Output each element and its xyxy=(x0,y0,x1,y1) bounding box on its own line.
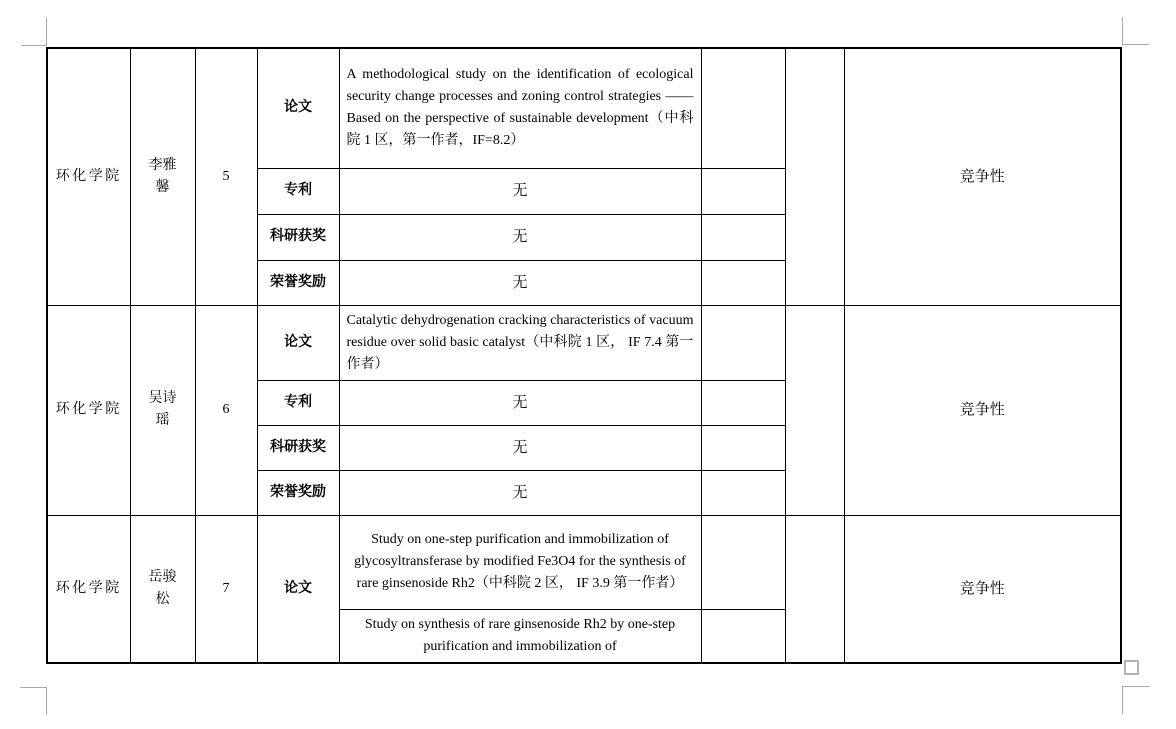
page-margin-mark-bottom-left xyxy=(20,687,47,715)
honor-content-cell[interactable]: 无 xyxy=(339,260,701,305)
empty-cell[interactable] xyxy=(785,48,844,305)
paper-content-cell[interactable]: Study on one-step purification and immobilization of glycosyltransferase by modified Fe3O4 for the synthesis of rare ginsenoside Rh2（中科院 2 区， IF 3.9 第一作者） xyxy=(339,515,701,609)
college-cell[interactable] xyxy=(47,305,130,515)
page-margin-mark-top-left xyxy=(21,18,47,46)
paper-content-cell[interactable]: A methodological study on the identification of ecological security change processes and zoning control strategies —— Based on the perspective of sustainable development（中科院 1 区，第一作者，IF=8.2） xyxy=(339,48,701,168)
category-cell-patent[interactable]: 专利 xyxy=(257,380,339,425)
category-cell-patent[interactable]: 专利 xyxy=(257,168,339,214)
index-text: 6 xyxy=(222,402,230,417)
empty-cell[interactable] xyxy=(701,214,785,260)
document-table xyxy=(46,47,1122,664)
nature-cell[interactable]: 竞争性 xyxy=(844,48,1121,305)
college-text: 环化学院 xyxy=(55,402,122,417)
category-cell-research-award[interactable]: 科研获奖 xyxy=(257,425,339,470)
page-margin-mark-top-right xyxy=(1122,17,1149,45)
college-cell[interactable] xyxy=(47,515,130,663)
empty-cell[interactable] xyxy=(785,305,844,515)
name-text: 吴诗瑶 xyxy=(148,391,177,428)
category-cell-honor[interactable]: 荣誉奖励 xyxy=(257,260,339,305)
empty-cell[interactable] xyxy=(701,260,785,305)
index-text: 7 xyxy=(222,580,230,596)
nature-cell[interactable]: 竞争性 xyxy=(844,305,1121,515)
index-cell[interactable] xyxy=(195,305,257,515)
empty-cell[interactable] xyxy=(701,305,785,380)
name-text: 岳骏松 xyxy=(148,569,177,607)
paper-content-cell[interactable]: Catalytic dehydrogenation cracking characteristics of vacuum residue over solid basic catalyst（中科院 1 区， IF 7.4 第一作者） xyxy=(339,305,701,380)
patent-content-cell[interactable]: 无 xyxy=(339,380,701,425)
empty-cell[interactable] xyxy=(701,425,785,470)
empty-cell[interactable] xyxy=(701,168,785,214)
category-cell-research-award[interactable]: 科研获奖 xyxy=(257,214,339,260)
empty-cell[interactable] xyxy=(701,380,785,425)
patent-content-cell[interactable]: 无 xyxy=(339,168,701,214)
research-award-content-cell[interactable]: 无 xyxy=(339,214,701,260)
category-cell-honor[interactable]: 荣誉奖励 xyxy=(257,470,339,515)
index-text: 5 xyxy=(222,168,230,184)
empty-cell[interactable] xyxy=(701,470,785,515)
table-resize-handle[interactable] xyxy=(1124,660,1139,675)
category-cell-paper[interactable]: 论文 xyxy=(257,515,339,663)
empty-cell[interactable] xyxy=(701,515,785,609)
index-cell[interactable] xyxy=(195,515,257,663)
page-margin-mark-bottom-right xyxy=(1122,686,1150,714)
category-cell-paper[interactable]: 论文 xyxy=(257,305,339,380)
honor-content-cell[interactable]: 无 xyxy=(339,470,701,515)
empty-cell[interactable] xyxy=(701,48,785,168)
paper-content-cell[interactable]: Study on synthesis of rare ginsenoside Rh2 by one-step purification and immobilization of xyxy=(339,609,701,663)
nature-cell[interactable]: 竞争性 xyxy=(844,515,1121,663)
name-cell[interactable] xyxy=(130,48,195,305)
name-text: 李雅馨 xyxy=(148,157,177,195)
name-cell[interactable] xyxy=(130,305,195,515)
category-cell-paper[interactable]: 论文 xyxy=(257,48,339,168)
empty-cell[interactable] xyxy=(701,609,785,663)
empty-cell[interactable] xyxy=(785,515,844,663)
college-text: 环化学院 xyxy=(55,168,122,184)
college-text: 环化学院 xyxy=(55,580,122,596)
research-award-content-cell[interactable]: 无 xyxy=(339,425,701,470)
index-cell[interactable] xyxy=(195,48,257,305)
college-cell[interactable] xyxy=(47,48,130,305)
name-cell[interactable] xyxy=(130,515,195,663)
